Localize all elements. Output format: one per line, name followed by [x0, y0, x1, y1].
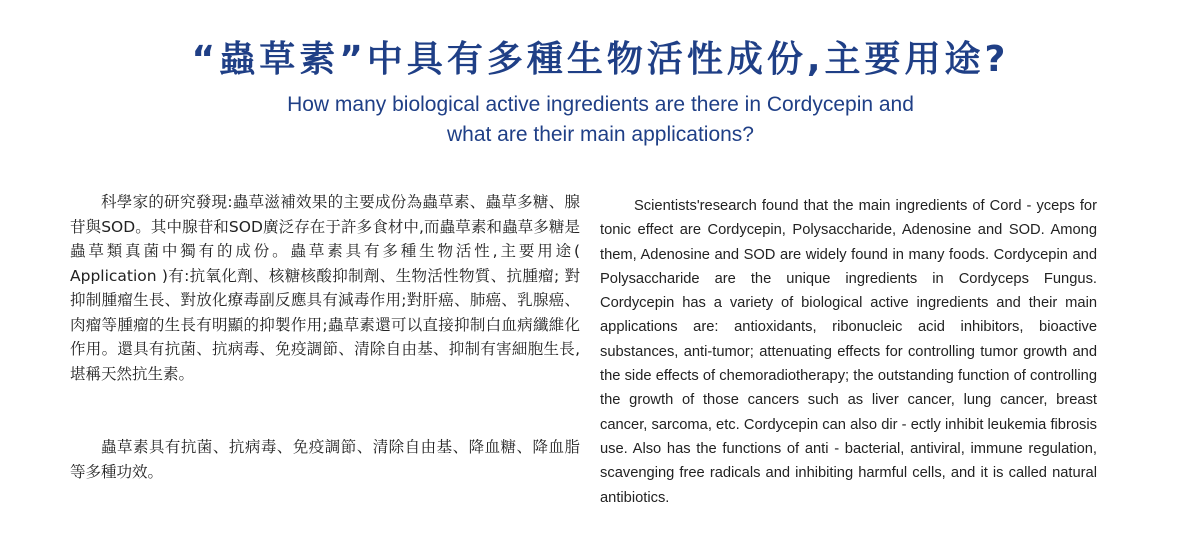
english-title-line-1: How many biological active ingredients are there in Cordycepin and [287, 93, 914, 116]
english-title-line-2: what are their main applications? [446, 123, 754, 146]
chinese-paragraph-2: 蟲草素具有抗菌、抗病毒、免疫調節、清除自由基、降血糖、降血脂等多種功效。 [70, 438, 580, 481]
english-paragraph: Scientists'research found that the main ingredients of Cord - yceps for tonic effect are Cordycepin, Polysaccharide, Adenosine and SOD. Among them, Adenosine and SOD are widely found in many foods. Cordycepin and Polysaccharide are the unique ingredients in Cordyceps Fungus. Cordycepin has a variety of biological active ingredients and their main applications are: antioxidants, ribonucleic acid inhibitors, bioactive substances, anti-tumor; attenuating effects for controlling tumor growth and the side effects of chemoradiotherapy; the outstanding function of controlling the growth of those cancers such as liver cancer, lung cancer, breast cancer, sarcoma, etc. Cordycepin can also dir - ectly inhibit leukemia fibrosis use. Also has the functions of anti - bacterial, antiviral, immune regulation, scavenging free radicals and inhibiting harmful cells, and it is called natural antibiotics. [600, 198, 1097, 506]
english-text-column [600, 194, 1097, 510]
chinese-paragraph-1: 科學家的研究發現:蟲草滋補效果的主要成份為蟲草素、蟲草多糖、腺苷與SOD。其中腺苷和SOD廣泛存在于許多食材中,而蟲草素和蟲草多糖是蟲草類真菌中獨有的成份。蟲草素具有多種生物活性,主要用途( Application )有:抗氧化劑、核糖核酸抑制劑、生物活性物質、抗腫瘤; 對抑制腫瘤生長、對放化療毒副反應具有減毒作用;對肝癌、肺癌、乳腺癌、肉瘤等腫瘤的生長有明顯的抑製作用;蟲草素還可以直接抑制白血病纖維化作用。還具有抗菌、抗病毒、免疫調節、清除自由基、抑制有害細胞生長,堪稱天然抗生素。 [70, 193, 580, 383]
english-title [0, 90, 1201, 150]
chinese-text-column [70, 190, 580, 484]
chinese-title: “蟲草素”中具有多種生物活性成份,主要用途? [191, 39, 1010, 80]
